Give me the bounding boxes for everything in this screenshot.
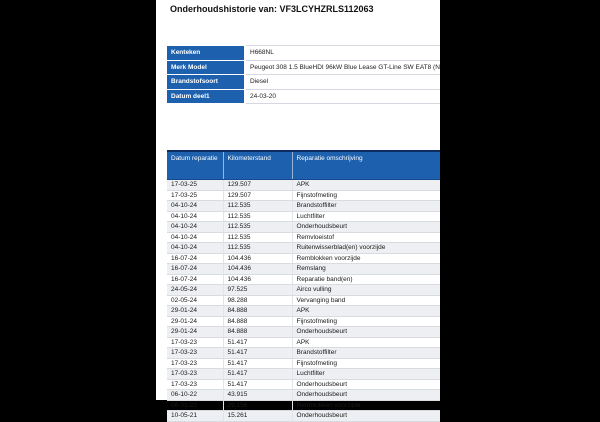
table-row	[167, 327, 440, 338]
cell-odometer: 104.436	[223, 274, 292, 285]
table-row	[167, 243, 440, 254]
cell-odometer: 112.535	[223, 211, 292, 222]
table-row	[167, 222, 440, 233]
cell-odometer: 129.507	[223, 190, 292, 201]
cell-odometer: 112.535	[223, 201, 292, 212]
info-label: Brandstofsoort	[167, 75, 245, 90]
cell-description: Onderhoudsbeurt	[292, 379, 440, 390]
cell-description: Luchtfilter	[292, 369, 440, 380]
table-row	[167, 274, 440, 285]
cell-date: 17-03-25	[167, 180, 223, 191]
page-title: Onderhoudshistorie van: VF3LCYHZRLS112063	[170, 4, 374, 14]
table-row	[167, 390, 440, 401]
table-row	[167, 285, 440, 296]
cell-description: Onderhoudsbeurt	[292, 390, 440, 401]
cell-date: 16-07-24	[167, 253, 223, 264]
cell-description: Vervanging band	[292, 295, 440, 306]
cell-description: Onderhoudsbeurt	[292, 327, 440, 338]
table-row	[167, 337, 440, 348]
info-row	[167, 75, 440, 90]
info-row	[167, 46, 440, 61]
cell-description: Ruitenwisserblad(en) voorzijde	[292, 243, 440, 254]
cell-description: Reparatie band(en)	[292, 274, 440, 285]
info-value-datum-deel1: 24-03-20	[245, 89, 440, 104]
cell-date: 29-01-24	[167, 306, 223, 317]
cell-description: Remslang	[292, 264, 440, 275]
table-row	[167, 232, 440, 243]
cell-odometer: 98.288	[223, 295, 292, 306]
maintenance-history-table	[167, 150, 440, 422]
cell-date: 16-07-24	[167, 264, 223, 275]
cell-description: Fijnstofmeting	[292, 190, 440, 201]
cell-description: Brandstoffilter	[292, 201, 440, 212]
cell-description: Onderhoudsbeurt	[292, 411, 440, 422]
info-value-merk-model: Peugeot 308 1.5 BlueHDI 96kW Blue Lease GT-Line SW EAT8 (N	[245, 60, 440, 75]
report-page	[156, 0, 440, 419]
info-label: Merk Model	[167, 60, 245, 75]
cell-odometer: 29.156	[223, 400, 292, 411]
cell-odometer: 104.436	[223, 264, 292, 275]
cell-date: 29-01-24	[167, 316, 223, 327]
cell-odometer: 84.888	[223, 327, 292, 338]
cell-odometer: 84.888	[223, 306, 292, 317]
cell-description: Luchtfilter	[292, 211, 440, 222]
table-row	[167, 253, 440, 264]
cell-description: Airco vulling	[292, 285, 440, 296]
table-row	[167, 201, 440, 212]
cell-odometer: 129.507	[223, 180, 292, 191]
table-row	[167, 295, 440, 306]
cell-odometer: 15.261	[223, 411, 292, 422]
cell-description: Fijnstofmeting	[292, 316, 440, 327]
vehicle-info-table	[167, 45, 440, 104]
cell-date: 04-10-24	[167, 201, 223, 212]
cell-odometer: 84.888	[223, 316, 292, 327]
cell-date: 04-10-24	[167, 211, 223, 222]
cell-date: 24-05-24	[167, 285, 223, 296]
table-row	[167, 211, 440, 222]
cell-description: Remblokken voorzijde	[292, 253, 440, 264]
table-row	[167, 264, 440, 275]
cell-date: 04-10-24	[167, 243, 223, 254]
cell-date: 06-01-22	[167, 400, 223, 411]
cell-date: 17-03-25	[167, 190, 223, 201]
cell-date: 16-07-24	[167, 274, 223, 285]
cell-date: 29-01-24	[167, 327, 223, 338]
cell-odometer: 97.525	[223, 285, 292, 296]
cell-odometer: 112.535	[223, 232, 292, 243]
cell-date: 17-03-23	[167, 379, 223, 390]
cell-odometer: 43.915	[223, 390, 292, 401]
cell-description: APK	[292, 180, 440, 191]
cell-date: 17-03-23	[167, 358, 223, 369]
table-row	[167, 316, 440, 327]
cell-date: 02-05-24	[167, 295, 223, 306]
table-row	[167, 348, 440, 359]
cell-odometer: 112.535	[223, 243, 292, 254]
info-value-brandstofsoort: Diesel	[245, 75, 440, 90]
column-header-datum-reparatie: Datum reparatie	[167, 151, 223, 180]
info-value-kenteken: H668NL	[245, 46, 440, 61]
cell-odometer: 112.535	[223, 222, 292, 233]
table-row	[167, 369, 440, 380]
cell-date: 04-10-24	[167, 222, 223, 233]
cell-description: Onderhoudsbeurt	[292, 222, 440, 233]
info-label: Datum deel1	[167, 89, 245, 104]
cell-description: Brandstoffilter	[292, 348, 440, 359]
history-table-body	[167, 180, 440, 422]
cell-date: 10-05-21	[167, 411, 223, 422]
cell-odometer: 104.436	[223, 253, 292, 264]
cell-description: APK	[292, 306, 440, 317]
column-header-reparatie-omschrijving: Reparatie omschrijving	[292, 151, 440, 180]
cell-odometer: 51.417	[223, 379, 292, 390]
cell-description: Remblokken voorzijde	[292, 400, 440, 411]
cell-odometer: 51.417	[223, 348, 292, 359]
cell-description: Fijnstofmeting	[292, 358, 440, 369]
table-header	[167, 151, 440, 180]
cell-date: 17-03-23	[167, 369, 223, 380]
info-label: Kenteken	[167, 46, 245, 61]
cell-description: Remvloeistof	[292, 232, 440, 243]
cell-odometer: 51.417	[223, 337, 292, 348]
table-row	[167, 358, 440, 369]
cell-odometer: 51.417	[223, 369, 292, 380]
table-row	[167, 190, 440, 201]
info-row	[167, 89, 440, 104]
table-row	[167, 400, 440, 411]
cell-description: APK	[292, 337, 440, 348]
info-row	[167, 60, 440, 75]
cell-odometer: 51.417	[223, 358, 292, 369]
cell-date: 17-03-23	[167, 337, 223, 348]
table-row	[167, 180, 440, 191]
table-row	[167, 379, 440, 390]
cell-date: 17-03-23	[167, 348, 223, 359]
table-row	[167, 411, 440, 422]
cell-date: 04-10-24	[167, 232, 223, 243]
table-row	[167, 306, 440, 317]
column-header-kilometerstand: Kilometerstand	[223, 151, 292, 180]
cell-date: 06-10-22	[167, 390, 223, 401]
